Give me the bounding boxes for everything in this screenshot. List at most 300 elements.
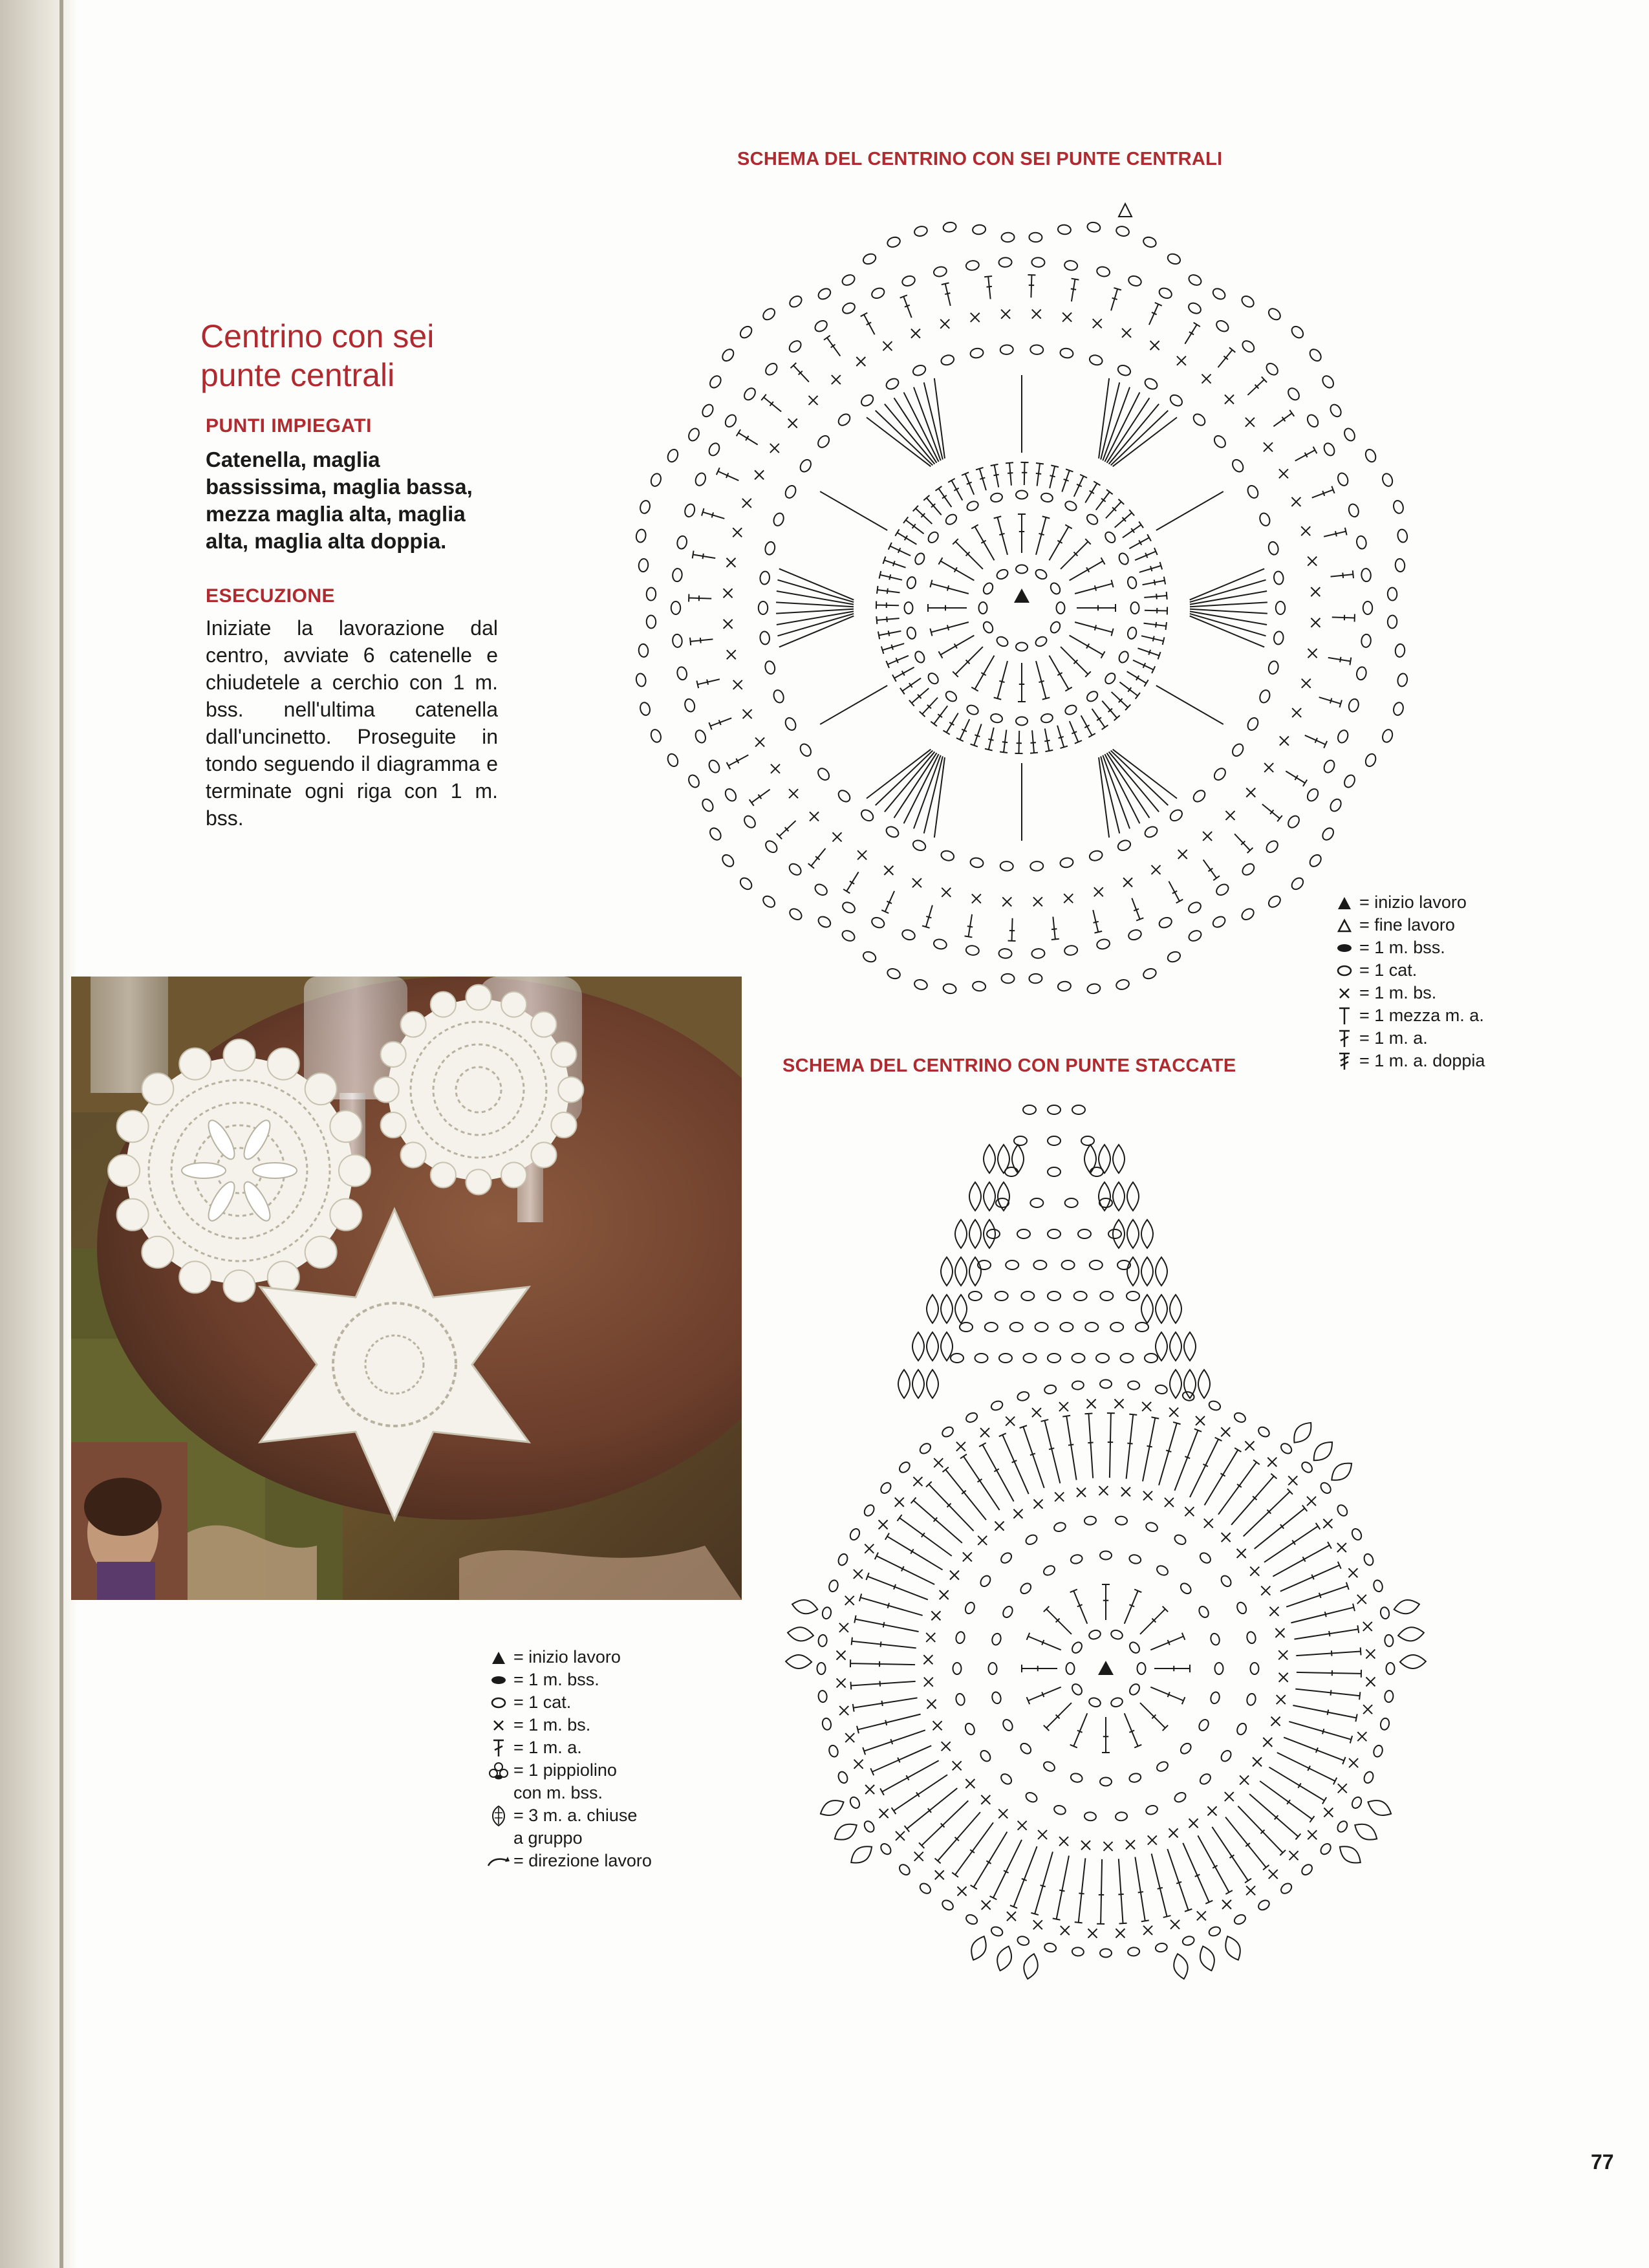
double-crochet-stitch <box>1295 447 1317 461</box>
single-crochet-stitch <box>837 1678 846 1687</box>
chain-stitch <box>955 1693 965 1706</box>
single-crochet-stitch <box>845 1596 854 1605</box>
double-crochet-stitch <box>808 848 826 869</box>
cluster-stitch <box>786 1655 812 1669</box>
legend1-row: = 1 m. a. <box>1332 1027 1485 1050</box>
double-crochet-stitch <box>909 688 929 706</box>
chain-stitch <box>1145 1804 1159 1816</box>
chain-stitch <box>1385 1690 1394 1703</box>
double-crochet-stitch <box>931 706 947 726</box>
chain-stitch <box>772 689 785 704</box>
single-crochet-stitch <box>1150 341 1159 350</box>
double-crochet-stitch <box>900 295 912 318</box>
double-crochet-stitch <box>1289 1722 1352 1744</box>
chain-stitch <box>1236 1722 1248 1736</box>
chain-stitch <box>1231 742 1245 758</box>
double-crochet-stitch <box>853 1698 918 1711</box>
single-crochet-stitch <box>1189 1819 1198 1828</box>
single-crochet-stitch <box>1308 649 1317 658</box>
double-crochet-stitch <box>903 517 924 534</box>
chain-stitch <box>841 929 856 943</box>
single-crochet-stitch <box>1246 1886 1255 1895</box>
chain-stitch <box>1031 257 1045 267</box>
chain-stitch <box>1030 861 1044 872</box>
double-crochet-stitch <box>1008 918 1016 941</box>
chain-stitch <box>817 1663 826 1674</box>
chain-stitch <box>1328 403 1343 419</box>
cluster-stitch <box>984 1220 995 1248</box>
double-crochet-stitch <box>1106 499 1124 519</box>
double-crochet-stitch <box>994 661 1008 700</box>
chain-stitch <box>723 413 738 429</box>
single-crochet-stitch <box>1245 418 1255 427</box>
chain-stitch <box>964 1722 976 1736</box>
chain-stitch <box>901 929 916 942</box>
chain-stitch <box>1214 882 1231 897</box>
chain-stitch <box>1361 568 1371 582</box>
double-crochet-stitch <box>1133 660 1155 673</box>
chain-stitch <box>759 631 770 645</box>
chain-stitch <box>1017 1935 1030 1947</box>
single-crochet-stitch <box>1307 1496 1316 1506</box>
double-crochet-stitch <box>1021 462 1029 485</box>
chain-stitch <box>694 471 707 487</box>
chain-stitch <box>1023 1105 1036 1114</box>
double-crochet-stitch <box>962 472 974 495</box>
single-crochet-stitch <box>1196 1416 1205 1425</box>
chain-stitch <box>1322 759 1337 774</box>
double-crochet-stitch <box>1280 1562 1341 1592</box>
lace-scallop <box>431 1162 456 1187</box>
lace-scallop <box>558 1077 583 1102</box>
double-crochet-stitch <box>919 1800 968 1848</box>
single-crochet-stitch <box>982 1901 991 1910</box>
chain-stitch <box>978 1574 992 1588</box>
double-crochet-stitch <box>905 1788 958 1831</box>
chain-stitch <box>1128 1947 1140 1957</box>
double-crochet-stitch <box>1198 1835 1233 1894</box>
chain-stitch <box>1240 294 1256 309</box>
chain-stitch <box>1018 1742 1033 1756</box>
chain-stitch <box>1057 981 1071 992</box>
single-crochet-stitch <box>839 1623 848 1632</box>
cluster-stitch <box>955 1220 967 1248</box>
chain-stitch <box>1064 945 1078 956</box>
double-crochet-stitch <box>897 1515 951 1556</box>
chain-stitch <box>1110 1629 1123 1641</box>
single-crochet-stitch <box>1308 557 1317 566</box>
double-crochet-stitch <box>1159 1422 1181 1485</box>
double-crochet-stitch <box>1296 1647 1361 1656</box>
double-crochet-stitch <box>689 594 711 602</box>
picot-icon <box>486 1762 511 1780</box>
single-crochet-stitch <box>1357 1732 1366 1741</box>
single-crochet-stitch <box>927 1700 936 1709</box>
chain-stitch <box>991 1691 1002 1705</box>
double-crochet-stitch <box>923 495 941 515</box>
chain-stitch <box>1030 345 1044 355</box>
double-crochet-stitch <box>1015 731 1023 753</box>
chain-stitch <box>1158 286 1173 300</box>
cluster-stitch <box>1156 1257 1167 1286</box>
chain-stitch <box>1126 1291 1139 1301</box>
double-crochet-stitch <box>1135 548 1158 560</box>
cluster-stitch <box>787 1626 814 1642</box>
chain-stitch <box>1048 1136 1061 1145</box>
double-crochet-stitch <box>953 647 983 677</box>
double-crochet-stitch <box>1332 614 1355 621</box>
double-crochet-stitch <box>1331 570 1353 578</box>
cluster-stitch <box>1084 1145 1096 1173</box>
cluster-stitch <box>847 1841 876 1868</box>
chain-stitch <box>761 307 777 322</box>
double-crochet-stitch <box>1135 1857 1148 1921</box>
fan-stitch <box>1190 616 1264 647</box>
cluster-stitch <box>831 1819 860 1844</box>
chain-stitch <box>927 530 940 545</box>
single-crochet-stitch <box>923 1655 932 1664</box>
chain-stitch <box>1024 1354 1037 1363</box>
chain-stitch <box>1137 1663 1146 1674</box>
single-crochet-stitch <box>958 1886 967 1895</box>
chain-stitch <box>912 363 927 377</box>
chain-stitch <box>863 1819 876 1833</box>
chain-stitch <box>841 900 857 914</box>
double-crochet-stitch <box>1312 486 1335 498</box>
chain-stitch <box>1212 434 1227 450</box>
single-crochet-stitch <box>995 1522 1004 1531</box>
double-crochet-stitch <box>1075 580 1114 594</box>
cluster-stitch <box>1196 1944 1218 1973</box>
double-crochet-stitch <box>854 1615 918 1632</box>
double-crochet-stitch <box>1149 303 1162 325</box>
chain-stitch <box>1001 232 1015 242</box>
double-crochet-stitch <box>881 891 894 913</box>
lace-scallop <box>431 991 456 1017</box>
double-crochet-stitch <box>870 1745 931 1775</box>
double-crochet-stitch <box>1260 1781 1314 1822</box>
chain-stitch <box>1246 1693 1256 1706</box>
single-crochet-stitch <box>1104 1842 1113 1851</box>
chain-stitch <box>1030 1198 1043 1207</box>
single-crochet-stitch <box>1007 1912 1016 1921</box>
chain-stitch <box>1116 225 1130 237</box>
chain-stitch <box>1342 427 1357 442</box>
chain-stitch <box>998 257 1012 267</box>
chain-stitch <box>912 839 927 852</box>
chain-stitch <box>1355 666 1367 680</box>
chain-stitch <box>886 967 901 980</box>
treble-crochet-icon <box>1332 1052 1357 1071</box>
chain-stitch <box>1001 973 1015 983</box>
chain-stitch <box>906 627 917 640</box>
legend2-row: = inizio lavoro <box>486 1646 652 1669</box>
chain-stitch <box>901 274 916 287</box>
chain-stitch <box>818 1690 828 1703</box>
double-crochet-stitch <box>1286 1582 1349 1607</box>
chain-stitch <box>687 427 701 442</box>
single-crochet-stitch <box>1308 1830 1317 1839</box>
chain-stitch <box>942 221 956 233</box>
double-crochet-stitch <box>1074 475 1087 497</box>
cluster-stitch <box>1365 1796 1394 1820</box>
chain-stitch <box>813 882 829 897</box>
chain-stitch <box>1016 717 1028 726</box>
chain-stitch <box>1021 1291 1034 1301</box>
chain-stitch <box>1379 1718 1390 1731</box>
chain-stitch <box>1289 324 1305 340</box>
chain-stitch <box>816 766 832 783</box>
double-crochet-stitch <box>1328 657 1352 665</box>
chain-stitch <box>649 728 662 744</box>
chain-stitch <box>649 472 662 488</box>
chain-stitch <box>1042 1564 1056 1577</box>
double-crochet-stitch <box>1093 910 1102 933</box>
double-crochet-stitch <box>727 755 749 769</box>
chain-stitch <box>1062 1260 1075 1269</box>
double-crochet-stitch <box>990 1840 1022 1899</box>
single-crochet-stitch <box>1357 1595 1366 1604</box>
lace-scallop <box>531 1011 556 1037</box>
chain-stitch <box>965 704 980 716</box>
chain-stitch <box>828 1579 839 1593</box>
double-crochet-stitch <box>737 429 758 445</box>
double-crochet-stitch <box>953 539 983 569</box>
double-crochet-stitch <box>976 468 986 490</box>
chart1-legend <box>1332 891 1485 1072</box>
chain-stitch <box>1103 671 1117 686</box>
chain-stitch <box>813 319 829 334</box>
chain-stitch <box>1040 492 1053 503</box>
chain-stitch <box>1136 1323 1148 1332</box>
chain-stitch <box>995 568 1009 581</box>
double-crochet-stitch <box>1071 279 1079 302</box>
chain-stitch <box>955 1631 965 1644</box>
chart1-stitches <box>635 204 1408 995</box>
chain-stitch <box>1145 1521 1159 1533</box>
double-crochet-stitch <box>1050 524 1072 560</box>
chain-stitch <box>1169 393 1185 407</box>
lace-scallop <box>466 1169 491 1194</box>
cluster-stitch <box>1170 1332 1181 1361</box>
chain-stitch <box>953 1663 962 1674</box>
double-crochet-stitch <box>1183 1843 1212 1904</box>
chain-stitch <box>1258 512 1271 527</box>
chain-stitch <box>646 587 656 601</box>
chain-stitch <box>1127 274 1143 287</box>
chain-stitch <box>1084 1516 1096 1526</box>
chain-stitch <box>1300 1460 1314 1474</box>
chain-stitch <box>764 839 779 854</box>
chain-stitch <box>1187 929 1203 943</box>
chain-stitch <box>940 849 955 862</box>
chain-stitch <box>1381 728 1394 744</box>
double-crochet-stitch <box>930 580 969 594</box>
double-crochet-stitch <box>942 283 951 305</box>
chain-stitch <box>1381 472 1394 488</box>
single-crochet-stitch <box>879 1809 889 1818</box>
double-crochet-stitch <box>926 1482 974 1531</box>
chain-stitch <box>1024 1791 1039 1804</box>
double-crochet-stitch <box>928 604 967 612</box>
single-crochet-stitch <box>1253 1757 1262 1766</box>
chain-stitch <box>1267 541 1280 556</box>
single-crochet-stitch <box>963 1552 972 1561</box>
lace-scallop <box>305 1237 337 1268</box>
double-crochet-stitch <box>960 1454 1000 1510</box>
chain-stitch <box>1096 938 1111 951</box>
single-crochet-stitch <box>1311 618 1320 627</box>
double-crochet-stitch <box>1129 534 1151 548</box>
single-crochet-stitch <box>1062 312 1072 321</box>
chain-stitch <box>1088 849 1103 862</box>
double-crochet-stitch <box>1132 898 1143 921</box>
double-crochet-stitch <box>1143 1417 1159 1481</box>
chain-stitch <box>1215 1663 1223 1674</box>
chain-stitch <box>700 797 715 814</box>
chain-stitch <box>1072 1381 1084 1390</box>
double-crochet-stitch <box>948 479 962 501</box>
single-crochet-stitch <box>1122 329 1131 338</box>
chain-stitch <box>723 787 738 803</box>
double-crochet-stitch <box>999 1433 1029 1494</box>
cross-icon <box>1332 986 1357 1000</box>
small-doily <box>374 985 584 1195</box>
triangle-filled-icon <box>1332 896 1357 910</box>
chain-stitch <box>1166 252 1181 266</box>
double-crochet-stitch <box>1203 859 1220 880</box>
double-crochet-stitch <box>930 622 969 636</box>
double-crochet-stitch <box>850 1681 915 1689</box>
chain-stitch <box>638 643 649 657</box>
single-crochet-stitch <box>1197 1911 1206 1920</box>
chain-stitch <box>1100 1551 1112 1560</box>
double-crochet-stitch <box>984 276 992 299</box>
double-crochet-stitch <box>1006 462 1013 485</box>
chain-stitch <box>1397 528 1408 543</box>
chain-stitch <box>828 1744 839 1758</box>
chain-stitch <box>676 666 688 680</box>
double-crochet-stitch <box>991 464 999 488</box>
double-crochet-stitch <box>1027 1687 1061 1705</box>
chain-stitch <box>1395 558 1406 572</box>
double-crochet-stitch <box>911 1498 962 1543</box>
cluster-stitch <box>1289 1418 1316 1447</box>
chain-stitch <box>862 950 878 964</box>
cluster-stitch <box>1141 1257 1153 1286</box>
fan-stitch <box>1190 568 1264 599</box>
chain-stitch <box>738 324 753 340</box>
double-crochet-stitch <box>1053 1855 1069 1919</box>
double-crochet-stitch <box>1190 1438 1222 1497</box>
chain-stitch <box>1364 752 1377 768</box>
chain-stitch <box>965 945 980 956</box>
cluster-stitch <box>998 1145 1009 1173</box>
double-crochet-stitch <box>876 616 899 624</box>
single-crochet-stitch <box>998 1809 1008 1819</box>
single-crochet-stitch <box>809 396 818 405</box>
double-crochet-stitch <box>935 486 951 507</box>
chain-stitch <box>965 1913 979 1926</box>
double-crochet-stitch <box>1218 1460 1260 1514</box>
chain-stitch <box>940 354 955 367</box>
single-crochet-stitch <box>1363 1705 1372 1714</box>
chain-stitch <box>1385 1634 1394 1647</box>
single-crochet-stitch <box>1338 1784 1347 1793</box>
petal <box>253 1163 297 1178</box>
single-crochet-stitch <box>1059 1402 1068 1411</box>
double-crochet-stitch <box>1293 1705 1357 1722</box>
lace-scallop <box>117 1110 149 1142</box>
single-crochet-stitch <box>1123 878 1132 887</box>
double-crochet-stitch <box>971 724 982 746</box>
cluster-stitch <box>1184 1332 1196 1361</box>
petal <box>182 1163 226 1178</box>
double-crochet-stitch <box>1028 275 1035 297</box>
double-crochet-stitch <box>696 679 719 688</box>
legend1-row: = 1 m. a. doppia <box>1332 1050 1485 1072</box>
fan-stitch <box>1113 750 1177 799</box>
single-crochet-stitch <box>1178 850 1187 859</box>
chain-stitch <box>1306 413 1320 429</box>
chain-stitch <box>1096 1354 1109 1363</box>
chain-stitch <box>759 571 770 585</box>
chain-stitch <box>1033 1260 1046 1269</box>
chain-stitch <box>1143 376 1159 391</box>
double-crochet-stitch <box>1244 1489 1293 1537</box>
chain-stitch <box>1173 1533 1187 1546</box>
chain-stitch <box>1246 484 1260 499</box>
cluster-stitch <box>927 1332 938 1361</box>
legend1-row: = 1 m. bss. <box>1332 936 1485 959</box>
chain-stitch <box>1236 1601 1248 1615</box>
cluster-stitch <box>927 1295 938 1323</box>
single-crochet-stitch <box>1169 1408 1178 1417</box>
chart2-point <box>898 1105 1210 1398</box>
chain-stitch <box>1110 1323 1123 1332</box>
execution-heading: ESECUZIONE <box>206 585 336 607</box>
double-crochet-stitch <box>1084 1413 1093 1478</box>
chain-stitch <box>848 1528 861 1542</box>
single-crochet-stitch <box>1301 526 1310 535</box>
double-crochet-stitch <box>1119 682 1140 699</box>
double-crochet-stitch <box>1145 607 1167 615</box>
chain-stitch <box>898 1863 912 1877</box>
cluster-stitch <box>1336 1841 1365 1868</box>
single-crochet-stitch <box>953 1761 962 1770</box>
double-crochet-stitch <box>1127 671 1148 686</box>
lace-scallop <box>551 1112 576 1138</box>
chain-stitch <box>969 1291 982 1301</box>
circle-outline-icon <box>1332 965 1357 977</box>
lace-scallop <box>380 1042 405 1067</box>
chain-stitch <box>1018 1581 1033 1595</box>
chain-stitch <box>1048 1167 1061 1176</box>
double-crochet-stitch <box>1020 1425 1044 1488</box>
double-crochet-stitch <box>1234 834 1253 853</box>
double-crochet-stitch <box>857 1714 921 1734</box>
single-crochet-stitch <box>965 1779 975 1788</box>
chain-stitch <box>1240 907 1256 922</box>
double-crochet-stitch <box>1144 592 1167 599</box>
double-crochet-stitch <box>1102 1717 1110 1753</box>
fan-stitch <box>1109 751 1159 812</box>
chain-stitch <box>1010 1323 1023 1332</box>
single-crochet-stitch <box>896 1831 905 1841</box>
single-crochet-stitch <box>771 764 780 773</box>
fan-stitch <box>1190 614 1266 636</box>
stitches-heading: PUNTI IMPIEGATI <box>206 415 372 437</box>
